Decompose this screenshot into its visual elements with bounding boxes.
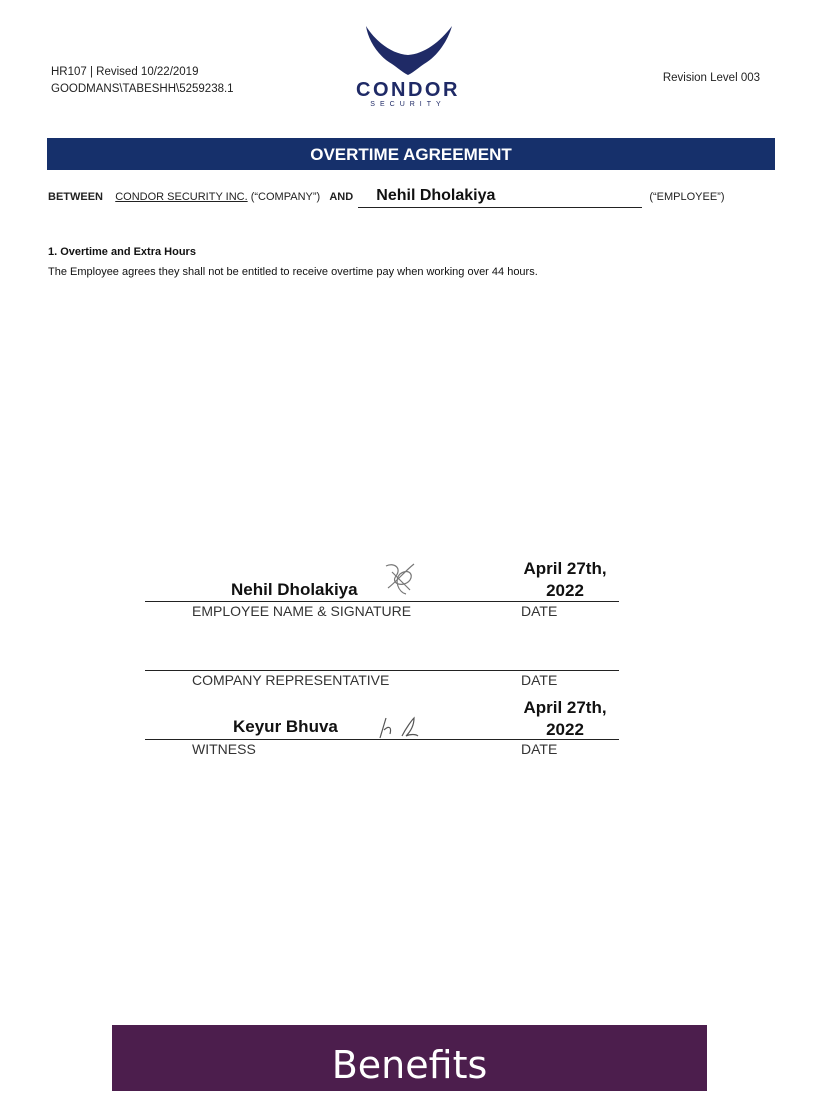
employee-tag: (“EMPLOYEE”) xyxy=(649,191,725,203)
employee-name-value: Nehil Dholakiya xyxy=(376,187,496,204)
logo-subtitle: SECURITY xyxy=(370,101,446,108)
witness-signature-name: Keyur Bhuva xyxy=(233,717,338,736)
revision-level: Revision Level 003 xyxy=(662,72,760,84)
company-date-caption: DATE xyxy=(521,672,558,688)
witness-signature-line xyxy=(145,739,619,740)
employee-date-caption: DATE xyxy=(521,603,558,619)
agreement-title: OVERTIME AGREEMENT xyxy=(47,138,775,170)
company-signature-line xyxy=(145,670,619,671)
section-body: The Employee agrees they shall not be entitled to receive overtime pay when working over 44 hours. xyxy=(48,266,538,278)
employee-signature-scribble-icon xyxy=(380,558,420,600)
benefits-banner: Benefits xyxy=(112,1025,707,1091)
witness-date-caption: DATE xyxy=(521,741,558,757)
document-header-info xyxy=(51,64,234,98)
and-label: AND xyxy=(329,191,354,203)
form-code: HR107 | Revised 10/22/2019 xyxy=(51,66,199,78)
employee-date: April 27th, 2022 xyxy=(523,559,607,600)
employee-signature-caption: EMPLOYEE NAME & SIGNATURE xyxy=(192,603,412,619)
document-path: GOODMANS\TABESHH\5259238.1 xyxy=(51,83,234,95)
employee-signature-line xyxy=(145,601,619,602)
between-label: BETWEEN xyxy=(48,191,103,203)
section-title: 1. Overtime and Extra Hours xyxy=(48,246,196,258)
company-tag: (“COMPANY”) xyxy=(250,191,321,203)
witness-date: April 27th, 2022 xyxy=(523,698,607,739)
company-signature-caption: COMPANY REPRESENTATIVE xyxy=(192,672,390,688)
witness-signature-scribble-icon xyxy=(376,714,422,740)
condor-wings-icon xyxy=(358,24,458,76)
company-name: CONDOR SECURITY INC. xyxy=(115,191,248,203)
employee-signature-name: Nehil Dholakiya xyxy=(231,580,358,599)
company-logo xyxy=(352,24,464,109)
logo-wordmark: CONDOR xyxy=(356,79,460,101)
parties-row xyxy=(48,186,725,208)
employee-name-field xyxy=(358,189,642,208)
witness-signature-caption: WITNESS xyxy=(192,741,256,757)
